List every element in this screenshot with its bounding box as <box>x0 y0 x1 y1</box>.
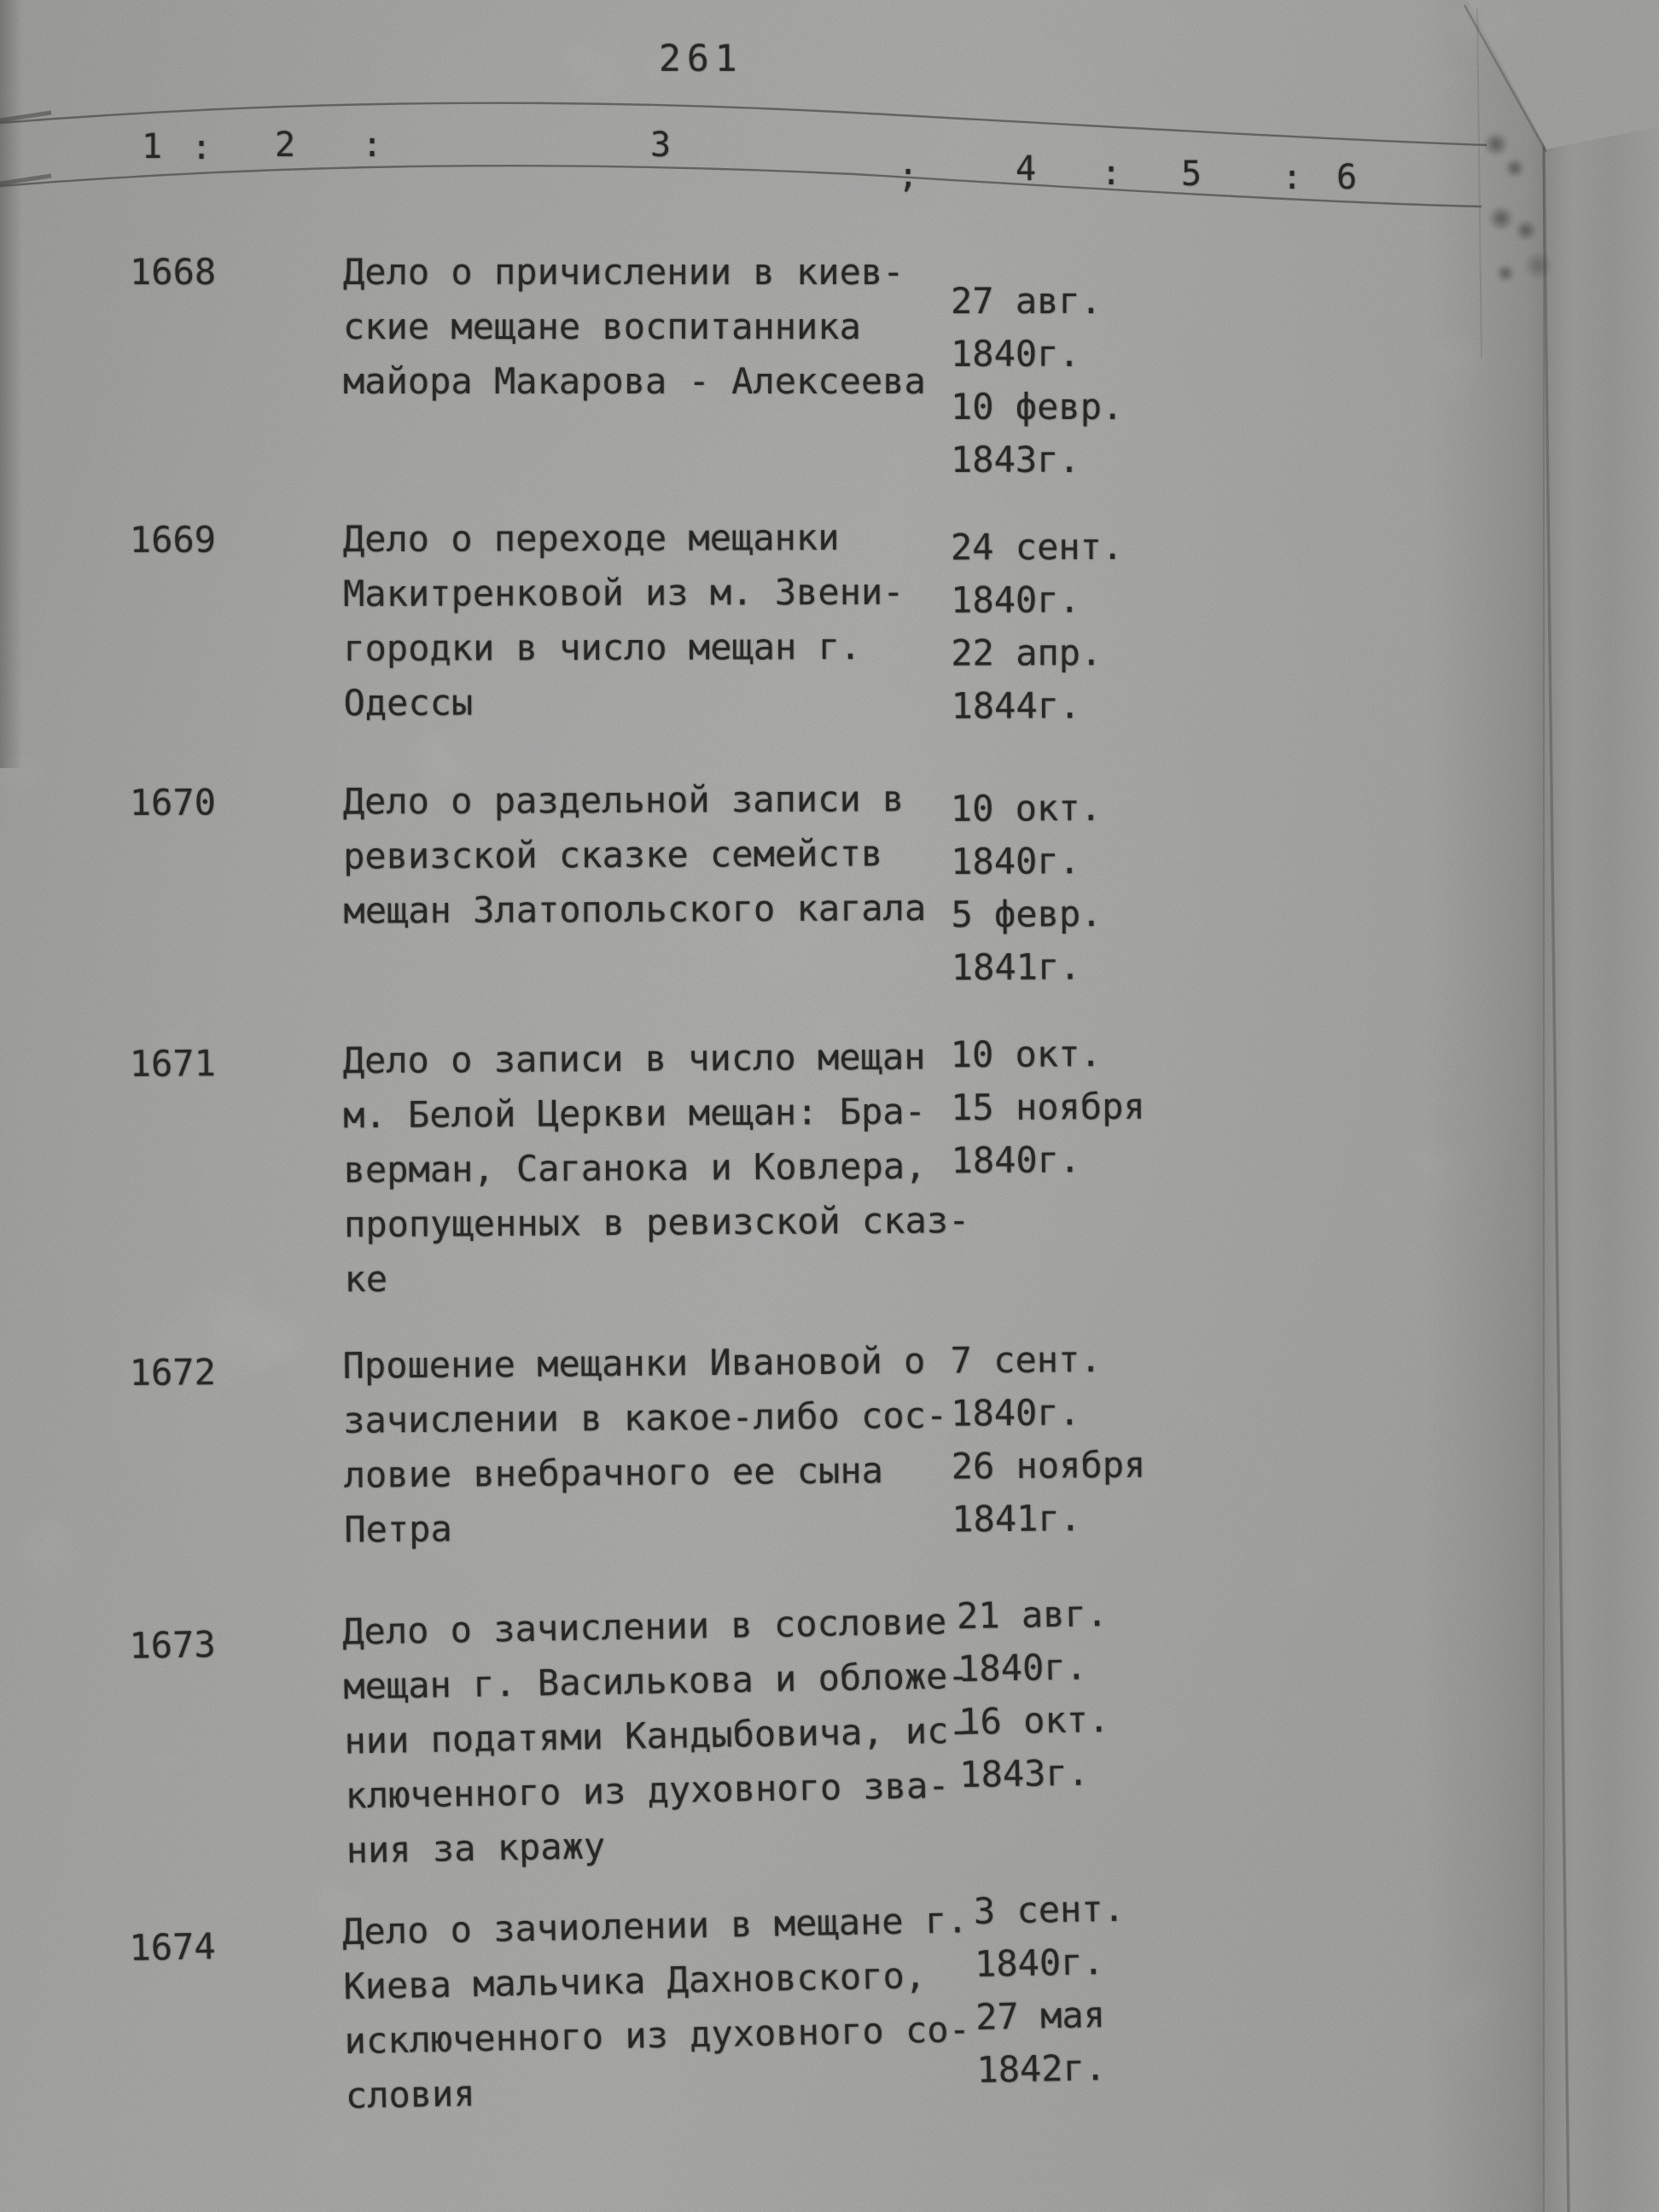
case-date-line: 27 авг. <box>951 280 1103 322</box>
case-description-line: Дело о зачиолении в мещане г. <box>341 1899 969 1953</box>
page-number: 261 <box>659 38 743 80</box>
header-column-separator: ; <box>898 156 919 195</box>
case-description-line: Прошение мещанки Ивановой о <box>342 1339 926 1387</box>
case-date-line: 26 ноября <box>951 1443 1146 1487</box>
case-description-line: Одессы <box>343 681 474 725</box>
case-date-line: 1841г. <box>952 1497 1082 1540</box>
case-date-line: 16 окт. <box>958 1697 1110 1743</box>
case-description-line: ловие внебрачного ее сына <box>343 1449 884 1496</box>
case-date-line: 7 сент. <box>950 1338 1102 1382</box>
case-number: 1672 <box>129 1351 217 1394</box>
case-date-line: 1843г. <box>951 439 1080 480</box>
case-date-line: 10 окт. <box>950 1033 1102 1076</box>
case-date-line: 1842г. <box>975 2046 1107 2091</box>
case-number: 1668 <box>130 251 217 293</box>
case-description-line: нии податями Кандыбовича, ис- <box>344 1708 971 1762</box>
case-date-line: 21 авг. <box>956 1592 1109 1638</box>
case-description-line: ские мещане воспитанника <box>343 306 861 347</box>
case-description-line: Киева мальчика Дахновского, <box>342 1954 927 2008</box>
case-description-line: ния за кражу <box>346 1825 606 1871</box>
case-number: 1673 <box>129 1623 217 1668</box>
case-description-line: зачислении в какое-либо сос- <box>342 1394 948 1441</box>
case-number: 1674 <box>129 1925 217 1970</box>
case-description-line: Петра <box>344 1507 452 1551</box>
case-description-line: Дело о раздельной записи в <box>342 777 905 823</box>
column-number-label: 3 <box>650 125 672 165</box>
case-number: 1670 <box>129 781 217 824</box>
case-date-line: 1840г. <box>951 333 1080 375</box>
case-description-line: ке <box>344 1257 388 1301</box>
case-description-line: пропущенных в ревизской сказ- <box>343 1199 970 1246</box>
case-date-line: 10 окт. <box>950 787 1102 830</box>
header-column-separator: : <box>1282 158 1303 197</box>
case-date-line: 1844г. <box>951 684 1081 727</box>
case-date-line: 15 ноября <box>950 1085 1145 1129</box>
case-number: 1669 <box>129 518 217 562</box>
case-description-line: Дело о переходе мещанки <box>342 516 840 561</box>
case-description-line: исключенного из духовного со- <box>344 2008 971 2063</box>
case-date-line: 10 февр. <box>951 386 1124 428</box>
case-date-line: 1840г. <box>957 1645 1088 1691</box>
case-description-line: Дело о зачислении в сословие <box>341 1600 947 1653</box>
case-description-line: Дело о записи в число мещан <box>342 1035 926 1082</box>
header-column-separator: : <box>191 128 212 167</box>
case-description-line: верман, Саганока и Ковлера, <box>343 1144 927 1191</box>
case-date-line: 1841г. <box>951 946 1081 988</box>
case-date-line: 1843г. <box>958 1751 1090 1796</box>
case-date-line: 1840г. <box>951 1138 1081 1182</box>
case-date-line: 1840г. <box>950 1391 1081 1435</box>
case-description-line: мещан Златопольского кагала <box>343 887 927 932</box>
column-number-label: 1 <box>142 127 163 166</box>
case-date-line: 27 мая <box>975 1994 1106 2038</box>
case-number: 1671 <box>129 1042 217 1086</box>
column-number-label: 4 <box>1016 149 1037 189</box>
case-date-line: 3 сент. <box>973 1887 1126 1932</box>
case-date-line: 1840г. <box>974 1941 1105 1985</box>
case-description-line: майора Макарова - Алексеева <box>343 360 926 402</box>
header-column-separator: : <box>362 125 383 165</box>
header-column-separator: : <box>1101 154 1122 193</box>
column-number-label: 6 <box>1336 158 1358 197</box>
column-number-label: 2 <box>275 125 296 165</box>
case-date-line: 1840г. <box>951 840 1081 882</box>
case-description-line: м. Белой Церкви мещан: Бра- <box>342 1090 927 1137</box>
case-description-line: ключенного из духовного зва- <box>345 1764 950 1817</box>
case-description-line: ревизской сказке семейств <box>342 832 883 877</box>
case-description-line: мещан г. Василькова и обложе- <box>342 1654 970 1708</box>
case-description-line: городки в число мещан г. <box>343 626 862 670</box>
case-description-line: словия <box>345 2072 476 2117</box>
case-date-line: 5 февр. <box>951 893 1103 935</box>
case-date-line: 22 апр. <box>951 632 1103 674</box>
case-description-line: Макитренковой из м. Звени- <box>342 570 905 615</box>
case-date-line: 1840г. <box>951 579 1080 621</box>
column-number-label: 5 <box>1181 154 1202 194</box>
case-description-line: Дело о причислении в киев- <box>343 251 905 293</box>
case-date-line: 24 сент. <box>950 525 1124 568</box>
